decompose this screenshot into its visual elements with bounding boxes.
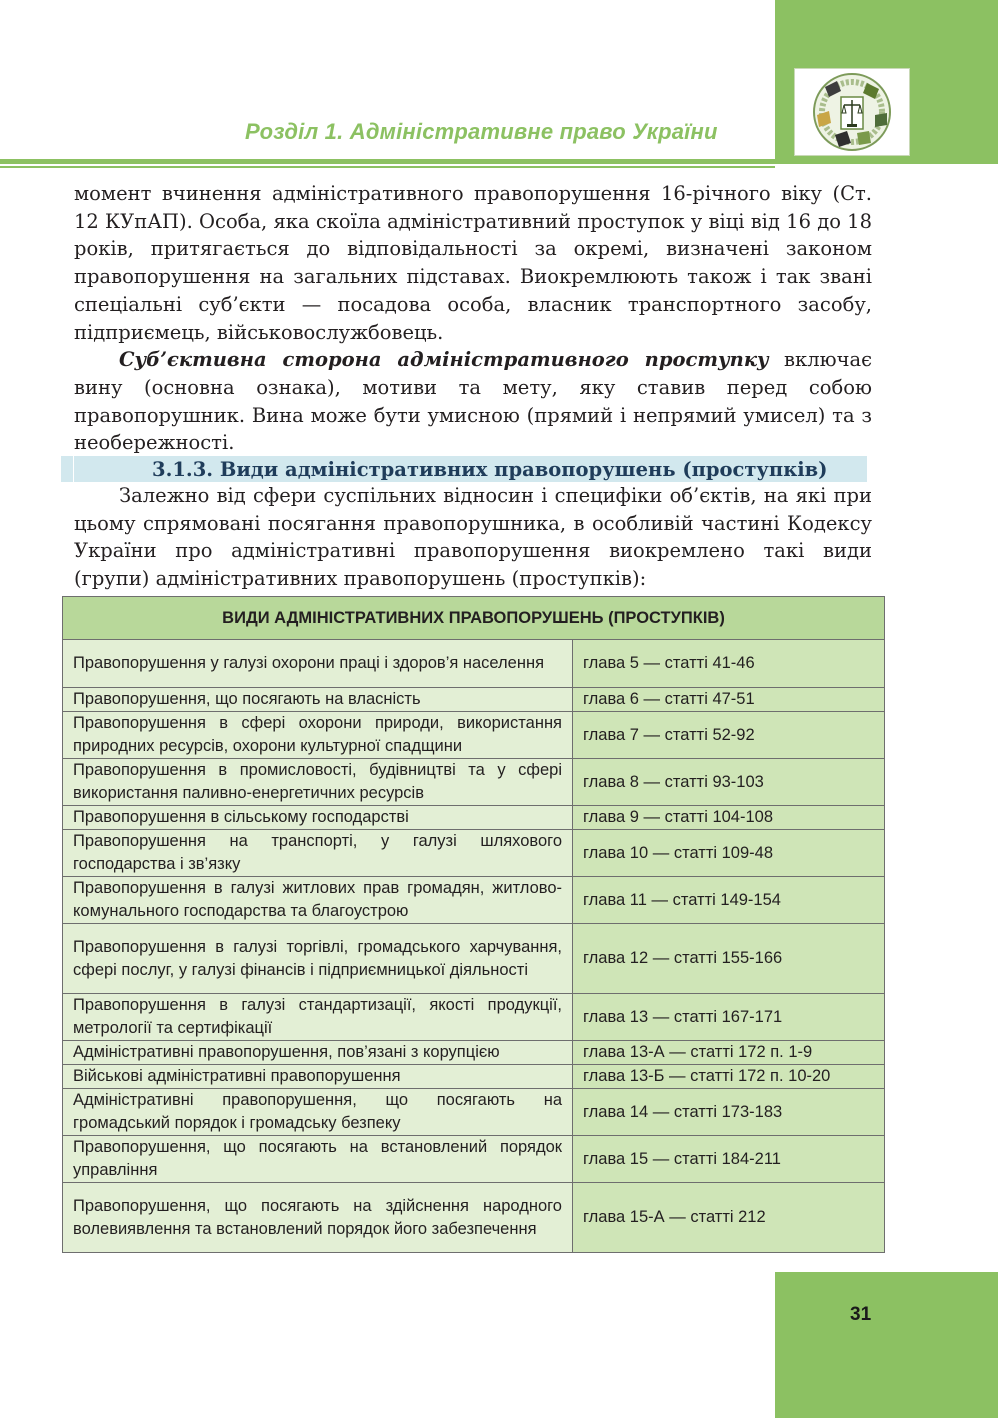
table-row	[63, 994, 885, 1041]
table-row	[63, 1041, 885, 1065]
paragraph-3: Залежно від сфери суспільних відносин і специфіки об’єктів, на які при цьому спрямовані посягання правопорушника, в особливій частині Кодексу України про адміністративні правопорушення виокремлено такі види (групи) адміністративних правопорушень (проступків):	[74, 484, 872, 591]
table-row	[63, 924, 885, 994]
offense-name: Правопорушення, що посягають на встановлений порядок управління	[63, 1136, 573, 1183]
table-row	[63, 688, 885, 712]
offense-name: Правопорушення, що посягають на власність	[63, 688, 573, 712]
table-row	[63, 1089, 885, 1136]
chapter-reference: глава 8 — статті 93-103	[573, 759, 885, 806]
paragraph-1: момент вчинення адміністративного правопорушення 16-річного віку (Ст. 12 КУпАП). Особа, яка скоїла адміністративний проступок у віці від 16 до 18 років, притягається до відповідальності за окремі, визначені законом правопорушення на загальних підставах. Виокремлюють також і так звані спеціальні суб’єкти — посадова особа, власник транспортного засобу, підприємець, військовослужбовець.	[74, 182, 872, 344]
chapter-reference: глава 15-А — статті 212	[573, 1183, 885, 1253]
paragraph-2-term: Суб’єктивна сторона адміністративного проступку	[119, 348, 769, 372]
offense-name: Правопорушення у галузі охорони праці і здоров’я населення	[63, 640, 573, 688]
section-heading: 3.1.3. Види адміністративних правопорушень (проступків)	[152, 458, 828, 481]
chapter-reference: глава 13-Б — статті 172 п. 10-20	[573, 1065, 885, 1089]
chapter-reference: глава 9 — статті 104-108	[573, 806, 885, 830]
footer-green-block	[775, 1272, 998, 1418]
offense-name: Правопорушення в промисловості, будівництві та у сфері використання паливно-енергетичних ресурсів	[63, 759, 573, 806]
offense-name: Правопорушення в галузі житлових прав громадян, житлово-комунального господарства та благоустрою	[63, 877, 573, 924]
table-row	[63, 712, 885, 759]
chapter-reference: глава 6 — статті 47-51	[573, 688, 885, 712]
chapter-reference: глава 10 — статті 109-48	[573, 830, 885, 877]
offense-name: Правопорушення в сфері охорони природи, використання природних ресурсів, охорони культурної спадщини	[63, 712, 573, 759]
table-row	[63, 877, 885, 924]
offense-name: Військові адміністративні правопорушення	[63, 1065, 573, 1089]
body-text-intro	[74, 482, 872, 593]
chapter-reference: глава 12 — статті 155-166	[573, 924, 885, 994]
chapter-reference: глава 15 — статті 184-211	[573, 1136, 885, 1183]
table-row	[63, 640, 885, 688]
chapter-reference: глава 11 — статті 149-154	[573, 877, 885, 924]
paragraph-2	[74, 346, 872, 457]
page-number: 31	[850, 1304, 872, 1325]
offense-name: Правопорушення в галузі стандартизації, якості продукції, метрології та сертифікації	[63, 994, 573, 1041]
table-row	[63, 806, 885, 830]
offenses-table	[62, 596, 885, 1253]
offense-name: Правопорушення, що посягають на здійснення народного волевиявлення та встановлений порядок його забезпечення	[63, 1183, 573, 1253]
table-row	[63, 759, 885, 806]
table-row	[63, 1065, 885, 1089]
offense-name: Правопорушення в сільському господарстві	[63, 806, 573, 830]
chapter-reference: глава 5 — статті 41-46	[573, 640, 885, 688]
chapter-reference: глава 13 — статті 167-171	[573, 994, 885, 1041]
offense-name: Правопорушення на транспорті, у галузі шляхового господарства і зв’язку	[63, 830, 573, 877]
header-rule	[0, 159, 775, 164]
chapter-reference: глава 7 — статті 52-92	[573, 712, 885, 759]
chapter-reference: глава 14 — статті 173-183	[573, 1089, 885, 1136]
offense-name: Адміністративні правопорушення, що посягають на громадський порядок і громадську безпеку	[63, 1089, 573, 1136]
chapter-title: Розділ 1. Адміністративне право України	[245, 119, 718, 144]
table-row	[63, 830, 885, 877]
chapter-reference: глава 13-А — статті 172 п. 1-9	[573, 1041, 885, 1065]
header-rule-thin	[0, 166, 775, 168]
body-text-top	[74, 180, 872, 457]
table-row	[63, 1183, 885, 1253]
paragraph-2-rest: включає вину (основна ознака), мотиви та мету, яку ставив перед собою правопорушник. Вина може бути умисною (прямий і непрямий умисел) та з необережності.	[74, 348, 873, 455]
table-row	[63, 1136, 885, 1183]
table-header-row	[63, 597, 885, 640]
justice-emblem-logo	[794, 68, 910, 156]
offense-name: Адміністративні правопорушення, пов’язані з корупцією	[63, 1041, 573, 1065]
offense-name: Правопорушення в галузі торгівлі, громадського харчування, сфері послуг, у галузі фінансів і підприємницької діяльності	[63, 924, 573, 994]
scales-emblem-icon	[795, 69, 909, 155]
table-header: ВИДИ АДМІНІСТРАТИВНИХ ПРАВОПОРУШЕНЬ (ПРОСТУПКІВ)	[63, 597, 885, 640]
